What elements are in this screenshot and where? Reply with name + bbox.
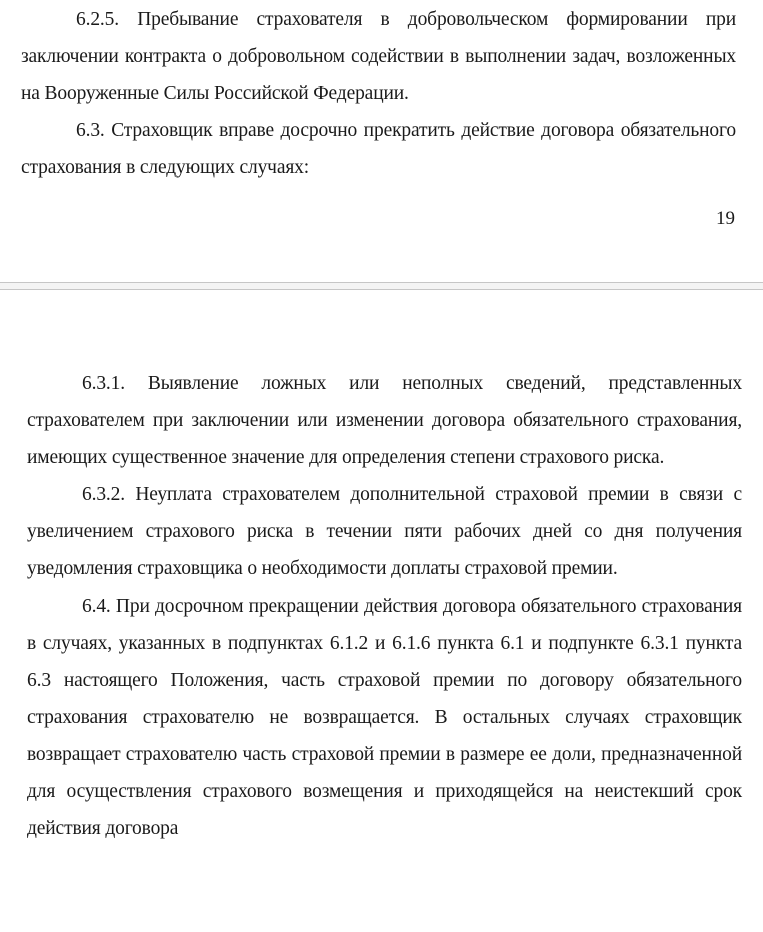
document-page-19	[0, 0, 763, 282]
paragraph-6-3-1: 6.3.1. Выявление ложных или неполных сведений, представленных страхователем при заключении или изменении договора обязательного страхования, имеющих существенное значение для определения степени страхового риска.	[27, 373, 742, 469]
page-body	[21, 1, 736, 186]
page-break-separator	[0, 282, 763, 290]
page-number: 19	[716, 208, 735, 229]
page-body	[27, 365, 742, 847]
document-page-20	[0, 290, 763, 932]
paragraph-6-4: 6.4. При досрочном прекращении действия договора обязательного страхования в случаях, указанных в подпунктах 6.1.2 и 6.1.6 пункта 6.1 и подпункте 6.3.1 пункта 6.3 настоящего Положения, часть страховой премии по договору обязательного страхования страхователю не возвращается. В остальных случаях страховщик возвращает страхователю часть страховой премии в размере ее доли, предназначенной для осуществления страхового возмещения и приходящейся на неистекший срок действия договора	[27, 595, 742, 840]
paragraph-6-3-2: 6.3.2. Неуплата страхователем дополнительной страховой премии в связи с увеличением страхового риска в течении пяти рабочих дней со дня получения уведомления страховщика о необходимости доплаты страховой премии.	[27, 484, 742, 580]
paragraph-6-2-5: 6.2.5. Пребывание страхователя в добровольческом формировании при заключении контракта о добровольном содействии в выполнении задач, возложенных на Вооруженные Силы Российской Федерации.	[21, 9, 736, 105]
paragraph-6-3: 6.3. Страховщик вправе досрочно прекратить действие договора обязательного страхования в следующих случаях:	[21, 120, 736, 179]
